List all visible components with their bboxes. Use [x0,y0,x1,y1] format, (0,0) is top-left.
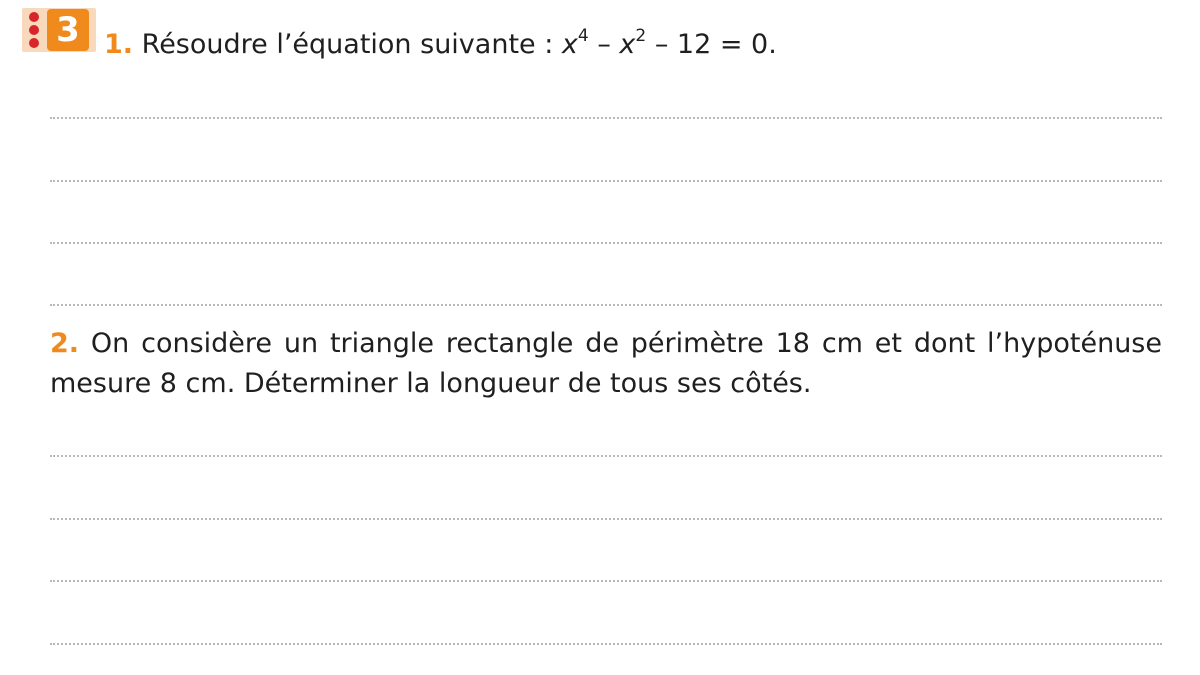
question-1-text: Résoudre l’équation suivante : [141,29,554,60]
question-2-line-1 [50,324,1162,364]
answer-line[interactable] [50,242,1162,244]
question-1-equation [561,26,777,60]
difficulty-dot [29,25,39,35]
equation-rest: – 12 = 0. [654,29,777,60]
equation-exponent: 2 [635,26,647,46]
answer-line[interactable] [50,180,1162,182]
answer-line[interactable] [50,518,1162,520]
equation-variable: x [561,29,578,60]
question-2 [50,324,1162,404]
difficulty-dot [29,38,39,48]
difficulty-dot [29,12,39,22]
question-1-number: 1. [104,29,134,60]
answer-line[interactable] [50,580,1162,582]
question-2-number: 2. [50,328,80,359]
answer-line[interactable] [50,643,1162,645]
exercise-number: 3 [47,9,89,51]
answer-line[interactable] [50,117,1162,119]
equation-exponent: 4 [577,26,589,46]
exercise-badge [22,8,96,52]
answer-line[interactable] [50,455,1162,457]
equation-variable: x [619,29,636,60]
question-2-text-line-2: mesure 8 cm. Déterminer la longueur de tous ses côtés. [50,368,812,399]
question-2-text-line-1: On considère un triangle rectangle de périmètre 18 cm et dont l’hypoténuse [90,328,1162,359]
equation-operator: – [597,29,611,60]
difficulty-dots-icon [27,12,41,48]
question-1 [104,25,777,65]
answer-line[interactable] [50,304,1162,306]
